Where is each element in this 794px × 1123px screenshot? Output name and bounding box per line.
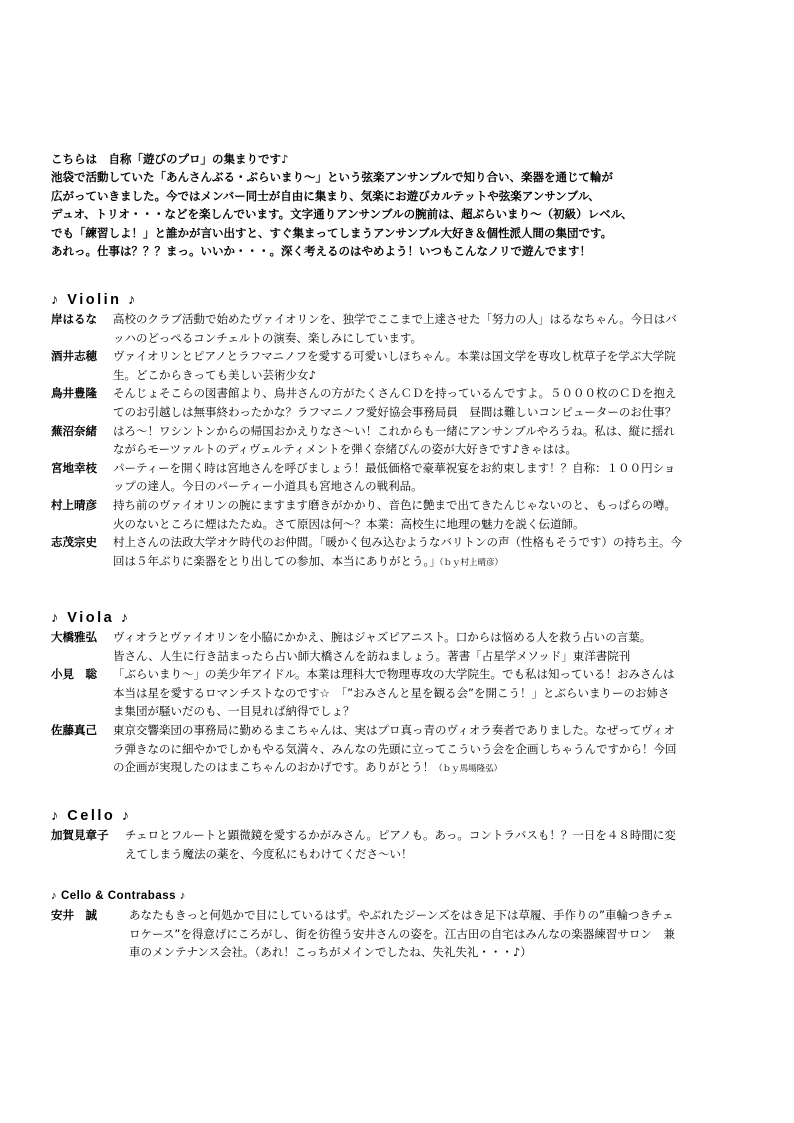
intro-paragraph [51, 150, 751, 260]
description-line: ま集団が騒いだのも、一目見れば納得でしょ？ [113, 704, 355, 719]
member-entry [51, 721, 751, 777]
description-text: 回は５年ぶりに楽器をとり出しての参加、本当にありがとう。｣ [113, 553, 435, 568]
description-line: 火のないところに煙はたたぬ。さて原因は何〜？本業：高校生に地理の魅力を説く伝道師。 [113, 516, 585, 531]
description-line: ラ弾きなのに細やかでしかもやる気満々、みんなの先頭に立ってこういう会を企画しちゃうんですから！今回 [113, 741, 677, 756]
description-line: チェロとフルートと顕微鏡を愛するかがみさん。ピアノも。あっ。コントラバスも！？一日を４８時間に変 [125, 828, 676, 842]
description-line: 高校のクラブ活動で始めたヴァイオリンを、独学でここまで上達させた「努力の人」はるなちゃん。今日はバ [113, 312, 677, 326]
description-line: ヴィオラとヴァイオリンを小脇にかかえ、腕はジャズピアニスト。口からは悩める人を救う占いの言葉。 [113, 630, 652, 644]
member-description [51, 628, 751, 665]
member-entry [51, 310, 751, 347]
description-line: ロケース”を得意げにころがし、街を彷徨う安井さんの姿を。江古田の自宅はみんなの楽器練習サロン 兼 [129, 926, 675, 941]
description-line: 「ぶらいまり〜」の美少年アイドル。本業は理科大で物理専攻の大学院生。でも私は知っている！おみさんは [113, 667, 675, 682]
member-entry [51, 459, 751, 496]
description-line: ヴァイオリンとピアノとラフマニノフを愛する可愛いしほちゃん。本業は国文学を専攻し枕草子を学ぶ大学院 [113, 349, 676, 364]
description-line: えてしまう魔法の薬を、今度私にもわけてくださ〜い！ [125, 846, 413, 861]
member-entry [51, 347, 751, 384]
member-description [51, 665, 751, 721]
description-line: そんじょそこらの図書館より、鳥井さんの方がたくさんＣＤを持っているんですよ。５０００枚のＣＤを抱え [113, 386, 677, 401]
member-description [51, 459, 751, 496]
contrabass-section [51, 886, 751, 962]
description-line: てのお引越しは無事終わったかな？ラフマニノフ愛好協会事務局員 昼間は難しいコンピューターのお仕事？ [113, 404, 677, 419]
member-name: 蕪沼奈緒 [51, 423, 97, 438]
viola-section [51, 608, 751, 777]
contrabass-section-title: ♪ Cello & Contrabass ♪ [51, 890, 186, 902]
intro-line: 広がっていきました。今ではメンバー同士が自由に集まり、気楽にお遊びカルテットや弦楽アンサンブル、 [51, 188, 600, 203]
intro-line: あれっ。仕事は？？？まっ。いいか・・・。深く考えるのはやめよう！いつもこんなノリで遊んでます！ [51, 243, 592, 258]
description-line: パーティーを開く時は宮地さんを呼びましょう！最低価格で豪華祝宴をお約束します！？自称：１００円ショ [113, 460, 676, 475]
member-entry [51, 496, 751, 533]
description-line: 東京交響楽団の事務局に勤めるまこちゃんは、実はプロ真っ青のヴィオラ奏者でありました。なぜってヴィオ [113, 722, 675, 737]
intro-line: でも「練習しよ！」と誰かが言い出すと、すぐ集まってしまうアンサンブル大好き＆個性派人間の集団です。 [51, 225, 613, 240]
violin-section-title: ♪ Violin ♪ [51, 292, 138, 308]
description-line: 皆さん、人生に行き詰まったら占い師大橋さんを訪ねましょう。著書「占星学メソッド」東洋書院刊 [113, 648, 631, 663]
description-line: 持ち前のヴァイオリンの腕にますます磨きがかかり、音色に艶まで出てきたんじゃないのと、もっぱらの噂。 [113, 497, 677, 512]
cello-section [51, 806, 751, 863]
member-description [51, 721, 751, 777]
description-line: ップの達人。今日のパーティー小道具も宮地さんの戦利品。 [113, 479, 423, 494]
member-description [51, 310, 751, 347]
member-entry [51, 628, 751, 665]
member-description [51, 496, 751, 533]
description-line [113, 758, 751, 777]
credit-note: （ｂｙ馬場隆弘） [434, 764, 503, 775]
description-line: 村上さんの法政大学オケ時代のお仲間。｢暖かく包み込むようなバリトンの声（性格もそうです）の持ち主。今 [113, 535, 683, 550]
member-name: 岸はるな [51, 312, 97, 326]
member-entry [51, 665, 751, 721]
member-name: 安井 誠 [51, 908, 97, 922]
description-text: の企画が実現したのはまこちゃんのおかげです。ありがとう！ [113, 760, 435, 775]
member-name: 小見 聡 [51, 667, 97, 682]
description-line: ながらモーツァルトのディヴェルティメントを弾く奈緒ぴんの姿が大好きです♪きゃはは。 [113, 442, 577, 457]
description-line: あなたもきっと何処かで目にしているはず。やぶれたジーンズをはき足下は草履、手作りの”車輪つきチェ [129, 908, 674, 922]
intro-line: 池袋で活動していた「あんさんぶる・ぶらいまり〜」という弦楽アンサンブルで知り合い、楽器を通じて輪が [51, 170, 613, 185]
member-name: 加賀見章子 [51, 828, 109, 842]
intro-line: こちらは 自称「遊びのプロ」の集まりです♪ [51, 152, 289, 166]
member-name: 佐藤真己 [51, 722, 97, 737]
credit-note: （ｂｙ村上晴彦） [435, 557, 504, 568]
member-name: 宮地幸枝 [51, 460, 97, 475]
member-entry [51, 422, 751, 459]
member-entry [51, 384, 751, 421]
member-description [51, 533, 751, 570]
description-line: 本当は星を愛するロマンチストなのです☆ 「”おみさんと星を観る会”を開こう！」とぶらいまりーのお姉さ [113, 685, 670, 700]
member-description [51, 906, 751, 962]
description-line: 生。どこからきっても美しい芸術少女♪ [113, 367, 316, 382]
violin-section [51, 290, 751, 570]
member-name: 志茂宗史 [51, 535, 97, 550]
member-name: 酒井志穂 [51, 349, 97, 364]
member-entry [51, 906, 751, 962]
description-line [113, 552, 751, 571]
member-description [51, 826, 751, 863]
description-line: はろ〜！ワシントンからの帰国おかえりなさ〜い！これからも一緒にアンサンブルやろうね。私は、縦に揺れ [113, 423, 675, 438]
member-name: 鳥井豊隆 [51, 386, 97, 401]
member-entry [51, 533, 751, 570]
member-name: 村上晴彦 [51, 497, 97, 512]
member-description [51, 422, 751, 459]
member-description [51, 384, 751, 421]
intro-line: デュオ、トリオ・・・などを楽しんでいます。文字通りアンサンブルの腕前は、超ぶらいまり〜（初級）レベル、 [51, 207, 633, 222]
description-line: ッハのどっぺるコンチェルトの演奏、楽しみにしています。 [113, 330, 423, 345]
cello-section-title: ♪ Cello ♪ [51, 808, 132, 824]
viola-section-title: ♪ Viola ♪ [51, 610, 131, 626]
member-entry [51, 826, 751, 863]
description-line: 車のメンテナンス会社。（あれ！こっちがメインでしたね、失礼失礼・・・♪） [129, 945, 532, 960]
member-name: 大橋雅弘 [51, 630, 97, 644]
member-description [51, 347, 751, 384]
